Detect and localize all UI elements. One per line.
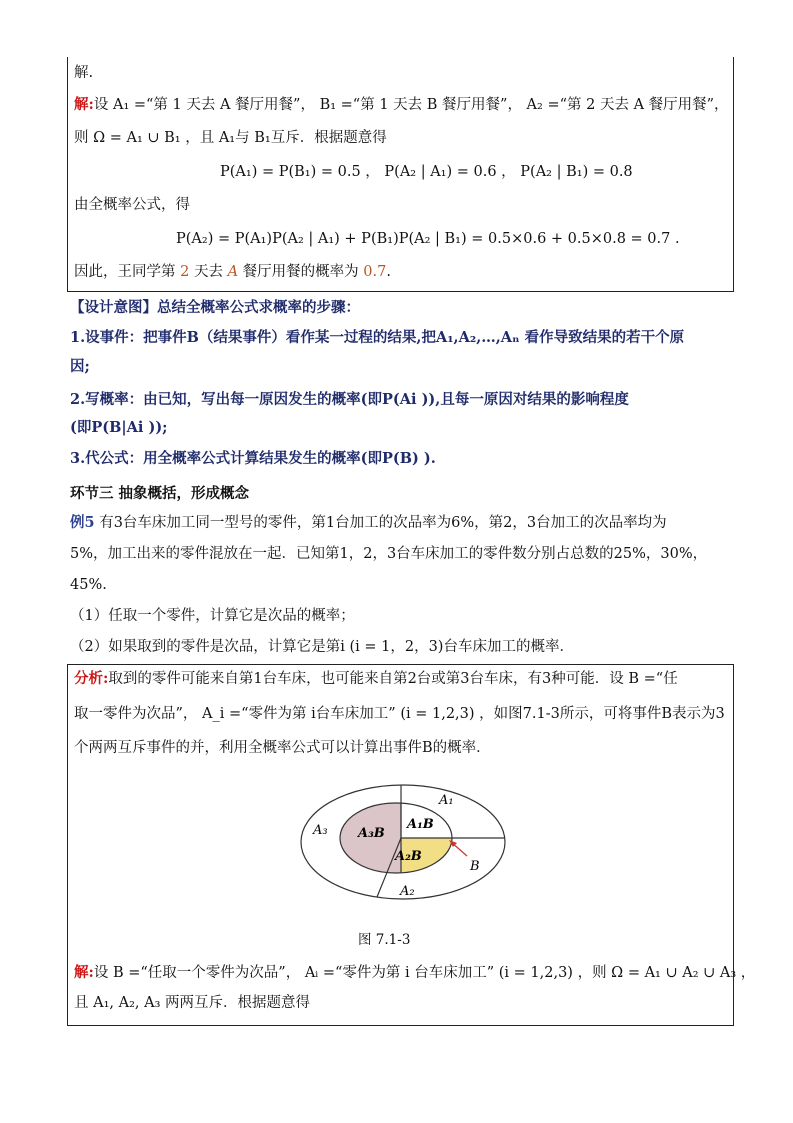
solution-label: 解:: [74, 96, 94, 113]
text-line: 则 Ω = A₁ ∪ B₁ ，且 A₁与 B₁互斥．根据题意得: [74, 130, 387, 146]
label-a2: A₂: [400, 884, 415, 899]
solution-box-1: [67, 57, 734, 292]
analysis-label: 分析:: [74, 670, 109, 687]
example-line-3: 45%.: [70, 577, 107, 593]
solution-label-2: 解:: [74, 964, 94, 981]
question-1: （1）任取一个零件，计算它是次品的概率；: [70, 608, 355, 624]
section-title: 环节三 抽象概括，形成概念: [70, 485, 250, 502]
example-line-1: [70, 513, 667, 533]
example-label: 例5: [70, 514, 95, 531]
venn-figure: [297, 780, 517, 930]
conclusion-text: 餐厅用餐的概率为: [238, 264, 364, 280]
design-step-2: 2.写概率：由已知，写出每一原因发生的概率(即P(Ai )),且每一原因对结果的影响程度: [70, 391, 629, 408]
conclusion-number: 2: [180, 264, 190, 280]
label-b: B: [470, 859, 480, 874]
solution-line-2: 且 A₁, A₂, A₃ 两两互斥．根据题意得: [74, 995, 311, 1011]
example-section: [70, 482, 740, 662]
question-2: （2）如果取到的零件是次品，计算它是第i (i = 1，2，3)台车床加工的概率．: [70, 639, 574, 655]
design-step-2-cont: (即P(B|Ai ));: [70, 419, 168, 436]
label-a2b: A₂B: [395, 849, 422, 864]
design-step-1: 1.设事件：把事件B（结果事件）看作某一过程的结果,把A₁,A₂,…,Aₙ 看作导致结果的若干个原: [70, 329, 685, 346]
example-text: 有3台车床加工同一型号的零件，第1台加工的次品率为6%，第2，3台加工的次品率均为: [94, 515, 667, 531]
design-title: 【设计意图】总结全概率公式求概率的步骤：: [70, 299, 360, 316]
figure-caption: 图 7.1-3: [358, 932, 411, 948]
solution-line-1: [74, 963, 755, 983]
analysis-line-1: [74, 669, 678, 689]
example-line-2: 5%，加工出来的零件混放在一起．已知第1，2，3台车床加工的零件数分别占总数的25%，30%，: [70, 546, 708, 562]
conclusion-text: 天去: [189, 264, 228, 280]
label-a1: A₁: [439, 793, 454, 808]
design-intent: [70, 294, 740, 479]
analysis-line-2: 取一零件为次品”， A_i =“零件为第 i台车床加工” (i = 1,2,3) ，如图7.1-3所示，可将事件B表示为3: [74, 706, 725, 722]
solution-line: [74, 95, 729, 115]
equation-1: P(A₁) = P(B₁) = 0.5 ， P(A₂ | A₁) = 0.6 ， P(A₂ | B₁) = 0.8: [220, 164, 633, 180]
design-step-1-cont: 因;: [70, 358, 90, 375]
label-a3: A₃: [313, 823, 328, 838]
analysis-line-3: 个两两互斥事件的并，利用全概率公式可以计算出事件B的概率．: [74, 740, 491, 756]
conclusion-line: [74, 262, 391, 282]
text-line: 解.: [74, 65, 94, 81]
solution-text-2: 设 B =“任取一个零件为次品”， Aᵢ =“零件为第 i 台车床加工” (i = 1,2,3) ，则 Ω = A₁ ∪ A₂ ∪ A₃ ，: [93, 965, 756, 981]
label-a3b: A₃B: [358, 826, 385, 841]
solution-text: 设 A₁ =“第 1 天去 A 餐厅用餐”， B₁ =“第 1 天去 B 餐厅用餐”， A₂ =“第 2 天去 A 餐厅用餐”，: [93, 97, 729, 113]
analysis-text: 取到的零件可能来自第1台车床，也可能来自第2台或第3台车床，有3种可能．设 B =“任: [108, 671, 678, 687]
label-a1b: A₁B: [407, 817, 434, 832]
conclusion-value: 0.7: [363, 264, 387, 280]
conclusion-event: A: [227, 264, 239, 280]
equation-2: P(A₂) = P(A₁)P(A₂ | A₁) + P(B₁)P(A₂ | B₁) = 0.5×0.6 + 0.5×0.8 = 0.7 .: [176, 231, 680, 247]
text-line: 由全概率公式，得: [74, 197, 190, 213]
analysis-box: [67, 664, 756, 1026]
design-step-3: 3.代公式：用全概率公式计算结果发生的概率(即P(B) ).: [70, 450, 436, 467]
conclusion-text: 因此，王同学第: [74, 264, 181, 280]
conclusion-text: .: [386, 264, 391, 280]
